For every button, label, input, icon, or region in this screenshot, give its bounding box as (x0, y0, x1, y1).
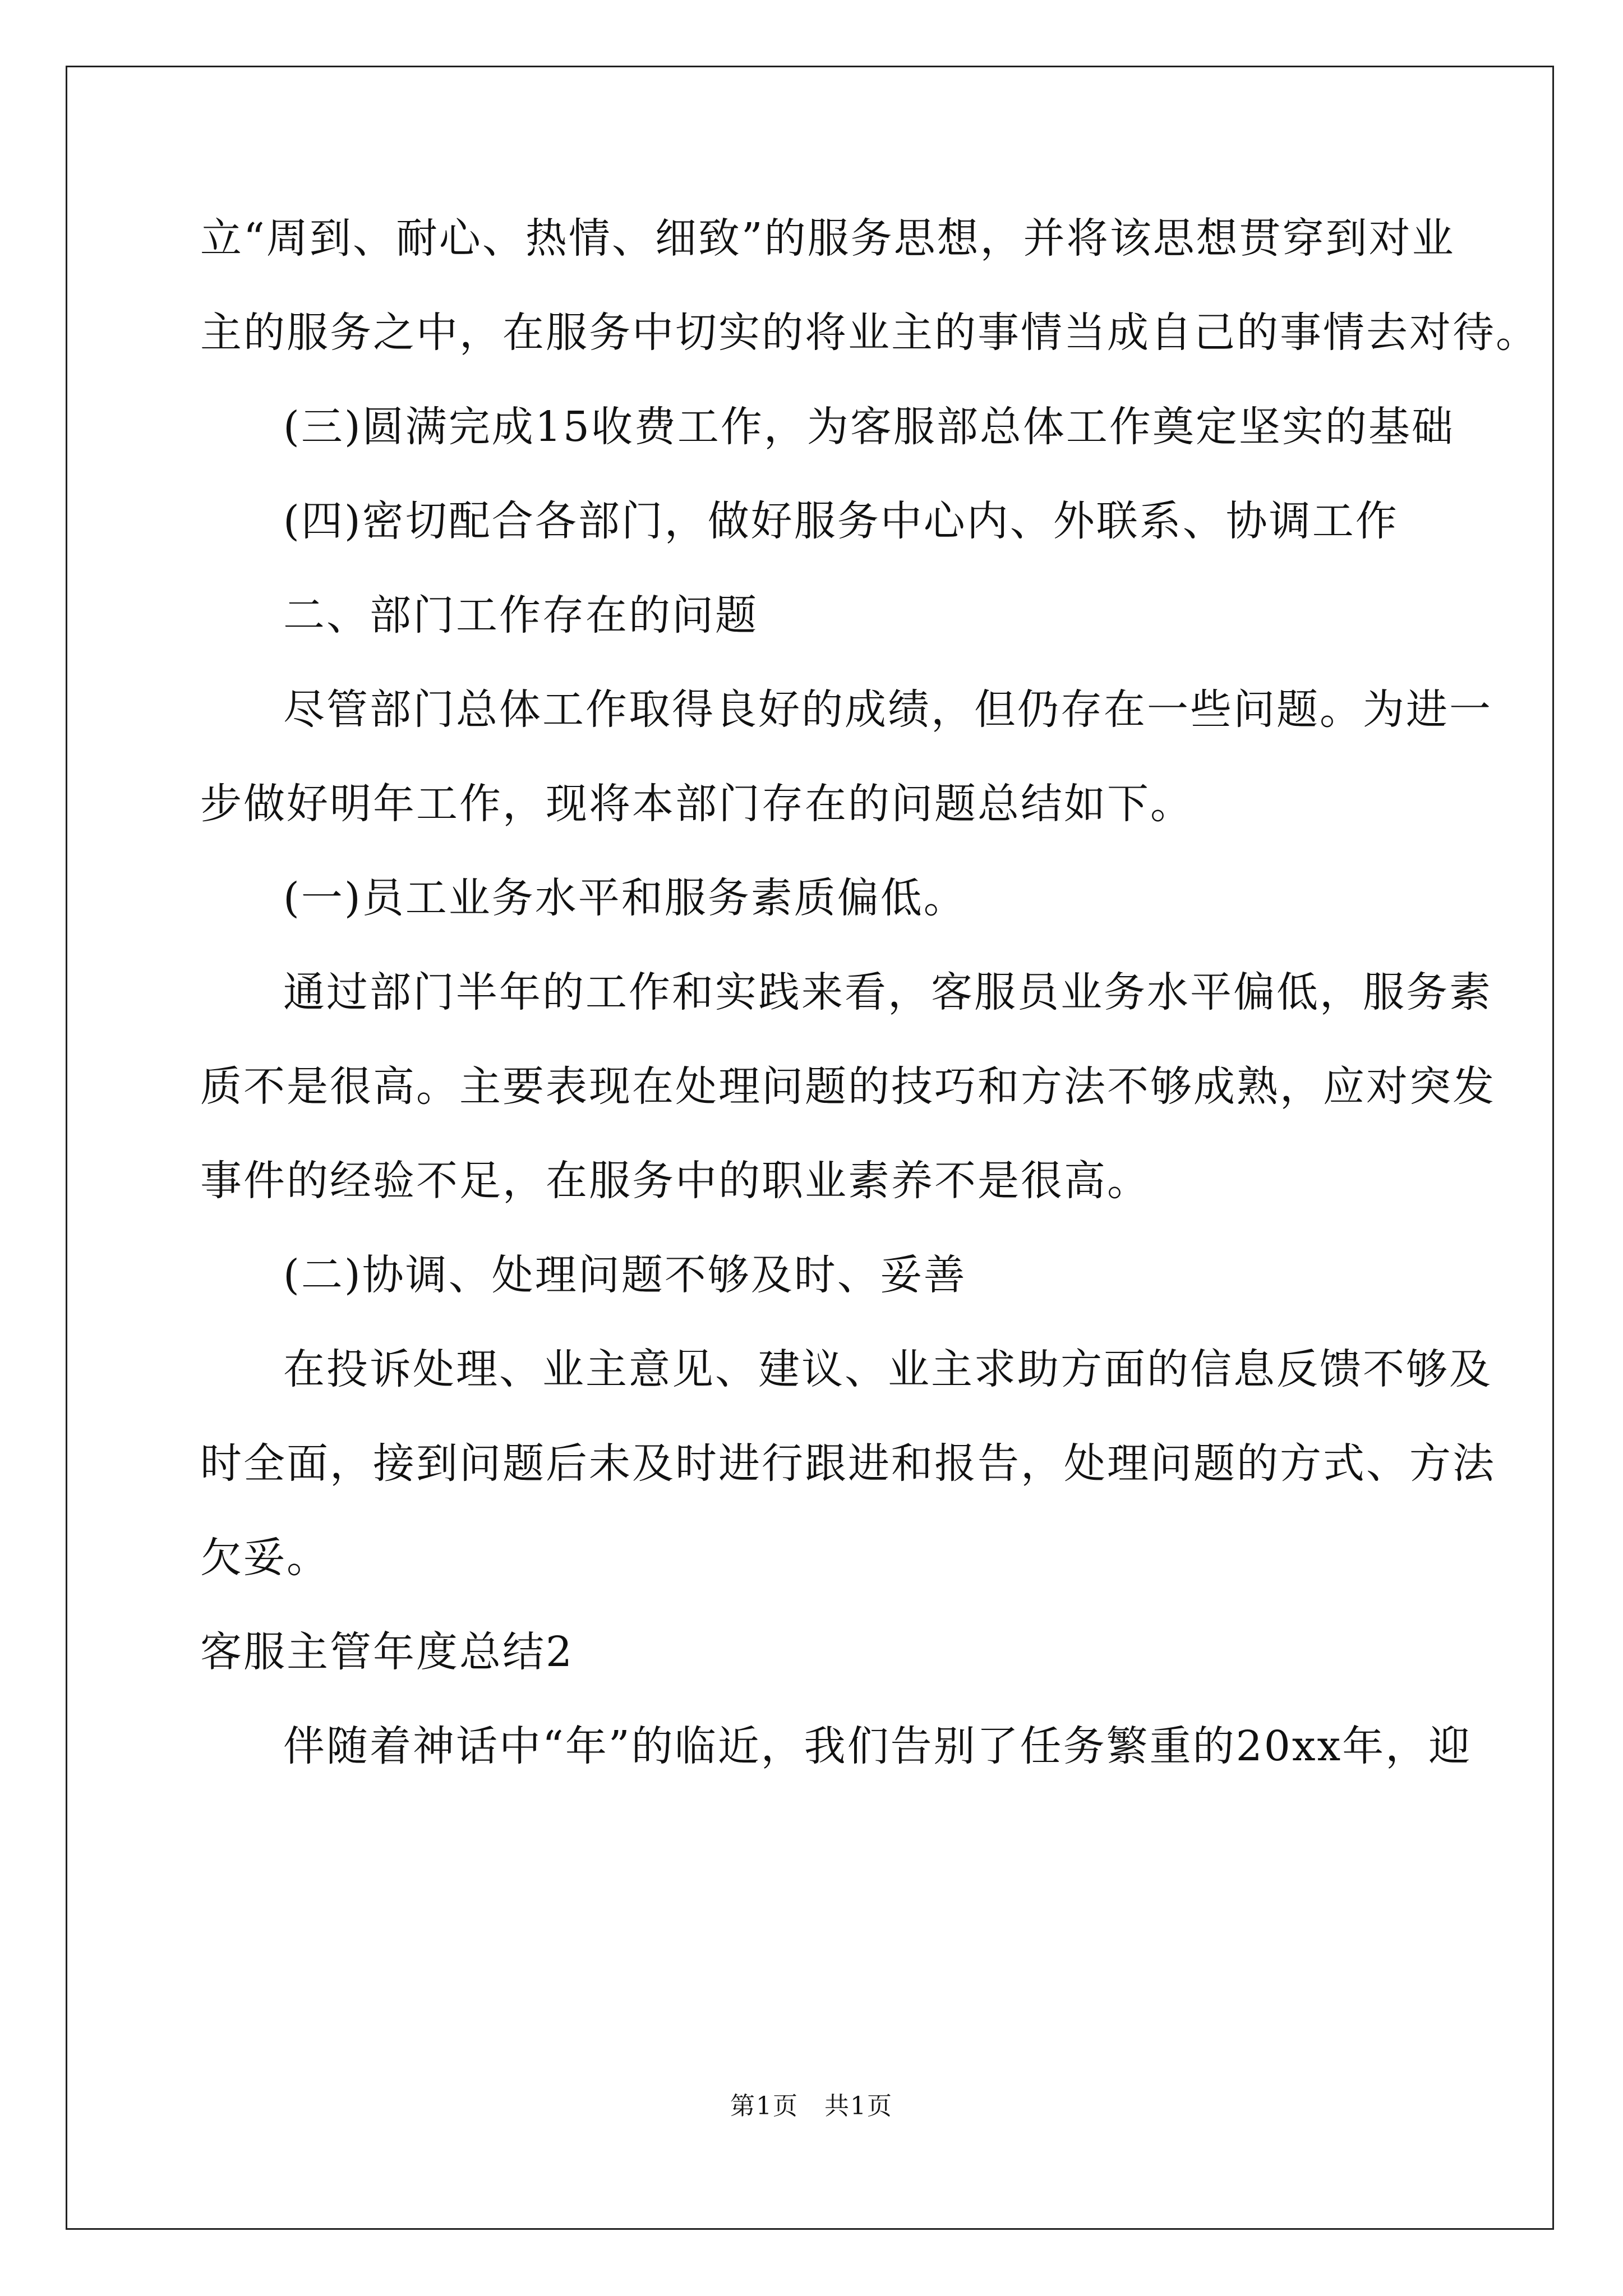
text-line-8: (一)员工业务水平和服务素质偏低。 (283, 874, 967, 922)
text-line-2: 主的服务之中，在服务中切实的将业主的事情当成自己的事情去对待。 (200, 309, 1539, 357)
document-subtitle: 客服主管年度总结2 (200, 1628, 574, 1676)
text-line-9: 通过部门半年的工作和实践来看，客服员业务水平偏低，服务素 (283, 968, 1492, 1016)
text-line-3: (三)圆满完成15收费工作，为客服部总体工作奠定坚实的基础 (283, 403, 1455, 451)
text-line-14: 时全面，接到问题后未及时进行跟进和报告，处理问题的方式、方法 (200, 1439, 1496, 1488)
text-line-11: 事件的经验不足，在服务中的职业素养不是很高。 (200, 1157, 1150, 1205)
text-line-4: (四)密切配合各部门，做好服务中心内、外联系、协调工作 (283, 497, 1399, 545)
text-line-12: (二)协调、处理问题不够及时、妥善 (283, 1251, 967, 1299)
text-line-7: 步做好明年工作，现将本部门存在的问题总结如下。 (200, 780, 1193, 828)
text-line-15: 欠妥。 (200, 1534, 330, 1582)
section-heading: 二、部门工作存在的问题 (283, 591, 758, 639)
text-line-10: 质不是很高。主要表现在处理问题的技巧和方法不够成熟，应对突发 (200, 1062, 1496, 1111)
text-line-17: 伴随着神话中“年”的临近，我们告别了任务繁重的20xx年，迎 (283, 1722, 1472, 1770)
text-line-6: 尽管部门总体工作取得良好的成绩，但仍存在一些问题。为进一 (283, 685, 1492, 734)
page-border (66, 66, 1554, 2230)
text-line-1: 立“周到、耐心、热情、细致”的服务思想，并将该思想贯穿到对业 (200, 214, 1455, 263)
text-line-13: 在投诉处理、业主意见、建议、业主求助方面的信息反馈不够及 (283, 1345, 1492, 1393)
page-number-footer: 第1页 共1页 (730, 2092, 893, 2120)
